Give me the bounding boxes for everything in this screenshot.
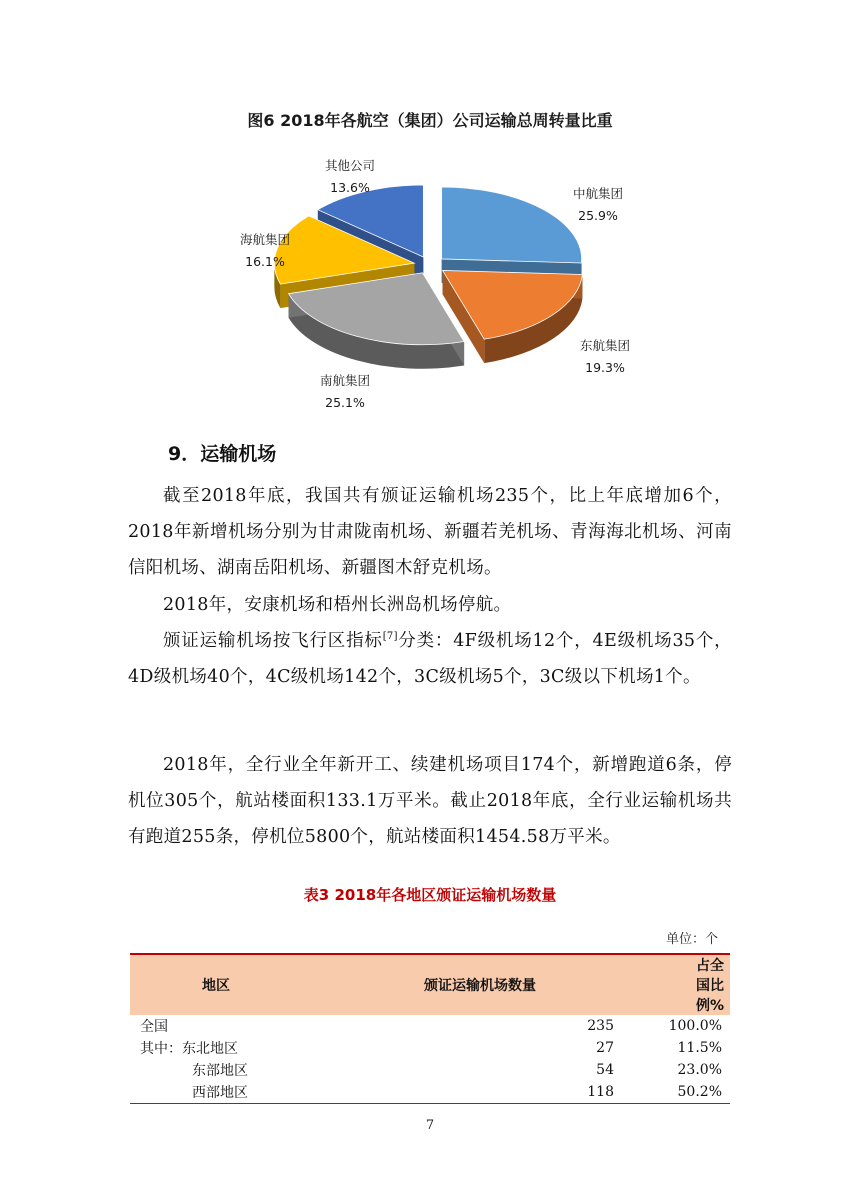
airport-table [130,953,730,1104]
paragraph-2: 2018年，安康机场和梧州长洲岛机场停航。 [163,595,512,615]
cell-count: 118 [332,1081,614,1104]
pie-label-value-nanhang: 25.1% [325,395,365,410]
pie-slice-top-zhonghang [442,187,582,263]
figure-title: 图6 2018年各航空（集团）公司运输总周转量比重 [247,111,613,130]
table-row [130,1037,730,1059]
table-row [130,1059,730,1081]
pie-label-name-nanhang: 南航集团 [319,373,371,388]
pie-label-name-zhonghang: 中航集团 [572,186,624,201]
paragraph-3 [128,623,732,695]
pie-label-name-donghang: 东航集团 [579,338,631,353]
pie-label-name-haihang: 海航集团 [239,232,291,247]
paragraph-3-part-2: 分类：4F级机场12个，4E级机场35个，4D级机场40个，4C级机场142个，3C级机场5个，3C级以下机场1个。 [128,631,732,687]
pie-chart [180,140,680,430]
pie-label-value-qita: 13.6% [330,180,370,195]
header-count: 颁证运输机场数量 [332,954,614,1015]
pie-label-value-zhonghang: 25.9% [578,208,618,223]
cell-region: 西部地区 [130,1081,332,1104]
table-unit: 单位：个 [665,932,718,947]
paragraph-1: 截至2018年底，我国共有颁证运输机场235个，比上年底增加6个，2018年新增机场分别为甘肃陇南机场、新疆若羌机场、青海海北机场、河南信阳机场、湖南岳阳机场、新疆图木舒克机场。 [128,486,732,578]
cell-region: 其中：东北地区 [140,1041,238,1057]
paragraph-4: 2018年，全行业全年新开工、续建机场项目174个，新增跑道6条，停机位305个，航站楼面积133.1万平米。截止2018年底，全行业运输机场共有跑道255条，停机位5800个，航站楼面积1454.58万平米。 [128,755,732,847]
footnote-ref[interactable]: [7] [382,631,398,643]
cell-share: 50.2% [614,1081,730,1104]
pie-slices [274,185,582,369]
page-number: 7 [425,1118,435,1133]
cell-count: 54 [596,1062,614,1078]
cell-share: 23.0% [677,1062,722,1078]
cell-region: 东部地区 [192,1063,248,1079]
cell-region: 全国 [140,1019,168,1035]
paragraph-3-part-1: 颁证运输机场按飞行区指标 [163,631,383,651]
cell-count: 27 [596,1040,614,1056]
pie-label-value-donghang: 19.3% [585,360,625,375]
table-title: 表3 2018年各地区颁证运输机场数量 [303,886,557,904]
table-row [130,1081,730,1104]
cell-count: 235 [587,1018,614,1034]
header-region: 地区 [130,954,332,1015]
pie-label-value-haihang: 16.1% [245,254,285,269]
header-share: 占全国比例% [614,954,730,1015]
pie-label-name-qita: 其他公司 [324,158,376,173]
cell-share: 100.0% [668,1018,722,1034]
cell-share: 11.5% [677,1040,722,1056]
table-header-row [130,954,730,1015]
table-row [130,1015,730,1037]
section-heading: 9．运输机场 [168,443,277,465]
